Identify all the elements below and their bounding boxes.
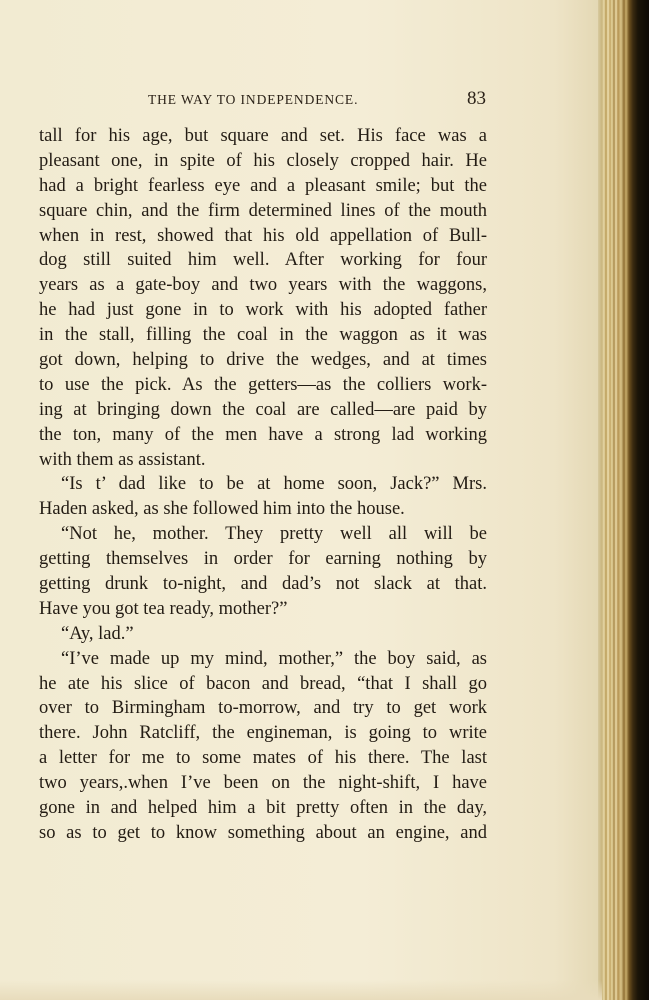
text-line: there. John Ratcliff, the engineman, is going to write (39, 723, 487, 744)
text-line: square chin, and the firm determined lines of the mouth (39, 200, 487, 221)
text-line: when in rest, showed that his old appellation of Bull- (39, 225, 487, 246)
text-line: “Is t’ dad like to be at home soon, Jack?” Mrs. (61, 474, 487, 495)
text-line: got down, helping to drive the wedges, and at times (39, 350, 487, 371)
text-line: Have you got tea ready, mother?” (39, 598, 288, 619)
text-line: to use the pick. As the getters—as the colliers work- (39, 374, 487, 395)
text-line: two years,.when I’ve been on the night-shift, I have (39, 773, 487, 794)
text-line: getting drunk to-night, and dad’s not slack at that. (39, 574, 487, 595)
page-edge-binding (598, 0, 649, 1000)
text-line: in the stall, filling the coal in the waggon as it was (39, 325, 487, 346)
text-line: over to Birmingham to-morrow, and try to get work (39, 698, 487, 719)
page-number: 83 (467, 88, 486, 109)
body-text (39, 124, 487, 846)
text-line: gone in and helped him a bit pretty often in the day, (39, 798, 487, 819)
text-line: years as a gate-boy and two years with the waggons, (39, 275, 487, 296)
running-title: THE WAY TO INDEPENDENCE. (148, 92, 359, 107)
text-line: with them as assistant. (39, 449, 206, 470)
text-line: getting themselves in order for earning nothing by (39, 549, 487, 570)
text-line: so as to get to know something about an engine, and (39, 822, 487, 843)
page-shadow (0, 980, 602, 1000)
text-line: “I’ve made up my mind, mother,” the boy said, as (61, 648, 487, 669)
text-line: ing at bringing down the coal are called—are paid by (39, 399, 487, 420)
text-line: pleasant one, in spite of his closely cropped hair. He (39, 150, 487, 171)
text-line: Haden asked, as she followed him into the house. (39, 499, 405, 520)
text-line: “Ay, lad.” (61, 623, 134, 644)
text-line: “Not he, mother. They pretty well all will be (61, 524, 487, 545)
text-line: dog still suited him well. After working for four (39, 250, 487, 271)
text-line: a letter for me to some mates of his there. The last (39, 748, 487, 769)
text-line: tall for his age, but square and set. His face was a (39, 126, 487, 146)
text-line: had a bright fearless eye and a pleasant smile; but the (39, 175, 487, 196)
page-header (0, 88, 602, 112)
text-line: the ton, many of the men have a strong lad working (39, 424, 487, 445)
text-line: he had just gone in to work with his adopted father (39, 300, 487, 321)
text-line: he ate his slice of bacon and bread, “that I shall go (39, 673, 487, 694)
